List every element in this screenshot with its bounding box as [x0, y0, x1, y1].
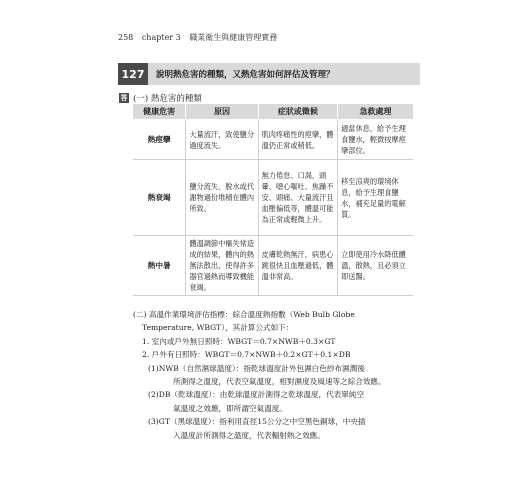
db-definition-cont: 氣溫度之效應，即所謂空氣溫度。	[173, 403, 287, 413]
section1-title: (一) 熱危害的種類	[133, 94, 202, 104]
page-header	[118, 32, 283, 43]
hazard-cell: 熱痙攣	[133, 120, 186, 160]
symptom-cell: 肌肉疼痛性的痙攣，體溫仍正常或稍低。	[258, 120, 338, 160]
heat-hazard-table	[133, 104, 413, 296]
first-aid-cell: 適當休息，給予生理食鹽水，輕微按摩痙攣部位。	[338, 120, 413, 160]
table-row	[133, 236, 413, 296]
first-aid-cell: 移至涼爽的環境休息，給予生理食鹽水，補充足量的電解質。	[338, 160, 413, 236]
nwb-definition: (1)NWB（自然濕球溫度）：指乾球溫度計外包濕白色紗布濕潤後	[148, 363, 365, 373]
symptom-cell: 皮膚乾熱無汗，病患心跳很快且血壓過低，體溫非常高。	[258, 236, 338, 296]
cause-cell: 體溫調節中樞失常造成的結果，體內的熱無法散出，使得許多器官過熱而導致機能衰竭。	[186, 236, 258, 296]
column-header: 急救處理	[338, 104, 413, 120]
formula-indoor: 1. 室內或戶外無日照時：WBGT＝0.7×NWB＋0.3×GT	[142, 336, 336, 346]
column-header: 健康危害	[133, 104, 186, 120]
cause-cell: 鹽分流失、脫水或代謝物過份堆積在體內所致。	[186, 160, 258, 236]
hazard-cell: 熱衰竭	[133, 160, 186, 236]
db-definition: (2)DB（乾球溫度）：由乾球溫度計測得之乾球溫度，代表單純空	[148, 390, 365, 400]
cause-cell: 大量流汗，致使鹽分過度流失。	[186, 120, 258, 160]
chapter-label: chapter 3	[141, 33, 181, 42]
column-header: 症狀或徵候	[258, 104, 338, 120]
table-row	[133, 120, 413, 160]
question-bar	[118, 63, 420, 85]
symptom-cell: 無力倦怠、口渴、頭暈、噁心嘔吐、焦躁不安、頭痛、大量流汗且血壓偏低等，體溫可能為正常或輕微上升。	[258, 160, 338, 236]
table-header-row	[133, 104, 413, 120]
page-number: 258	[118, 33, 134, 42]
answer-heading	[119, 92, 202, 104]
section2-title-cont: Temperature, WBGT），其計算公式如下：	[142, 323, 294, 333]
formula-outdoor: 2. 戶外有日照時：WBGT＝0.7×NWB＋0.2×GT＋0.1×DB	[142, 350, 351, 360]
hazard-cell: 熱中暑	[133, 236, 186, 296]
question-text: 說明熱危害的種類，又熱危害如何評估及管理？	[156, 70, 335, 80]
section2-title: (二) 高溫作業環境評估指標：綜合溫度熱指數（Web Bulb Globe	[133, 310, 355, 319]
question-number: 127	[118, 63, 148, 85]
table-row	[133, 160, 413, 236]
book-title: 職業衛生與健康管理實務	[189, 33, 278, 42]
gt-definition: (3)GT（黑球溫度）：指利用直徑15公分之中空黑色銅球，中央插	[148, 417, 366, 427]
column-header: 原因	[186, 104, 258, 120]
answer-icon: 答	[120, 94, 128, 102]
first-aid-cell: 立即使用冷水降低體溫，散熱，且必須立即送醫。	[338, 236, 413, 296]
gt-definition-cont: 入溫度計所測得之溫度，代表輻射熱之效應。	[173, 430, 325, 440]
wbgt-section	[133, 308, 438, 442]
nwb-definition-cont: 所測得之溫度，代表空氣溫度，相對濕度及風速等之綜合效應。	[173, 377, 386, 387]
